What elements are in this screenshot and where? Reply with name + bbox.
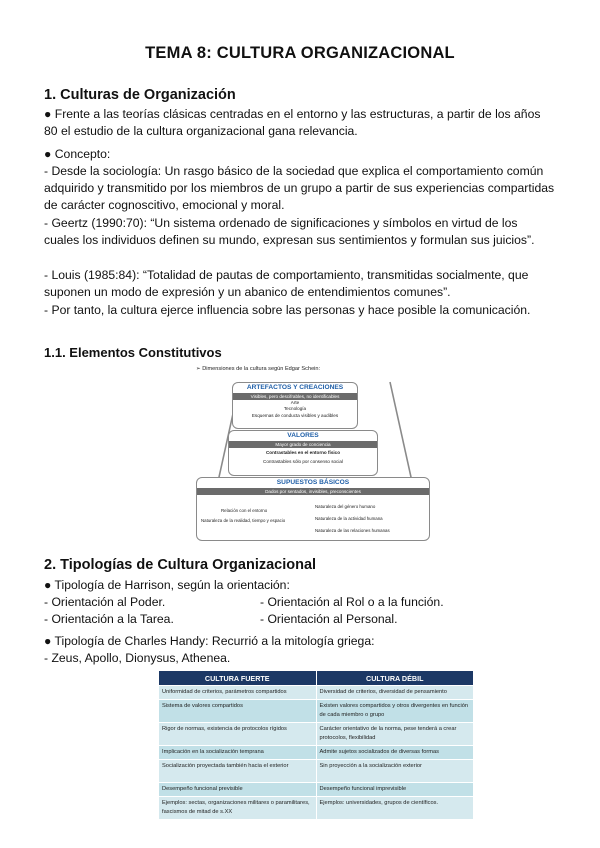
handy-label: ● Tipología de Charles Handy: Recurrió a la mitología griega: (44, 634, 375, 648)
table-row (159, 723, 474, 746)
tier-artefactos-title: ARTEFACTOS Y CREACIONES (246, 384, 344, 391)
section-heading-culturas: 1. Culturas de Organización (44, 87, 236, 103)
table-row (159, 686, 474, 700)
tier-valores-title: VALORES (287, 432, 319, 439)
tier-artefactos-band: Visibles, pero descifrables, no identificables (233, 393, 357, 400)
table-header-fuerte: CULTURA FUERTE (159, 671, 317, 686)
table-cell: Carácter orientativo de la norma, pese tenderá a crear protocolos, flexibilidad (316, 723, 474, 746)
table-header-debil: CULTURA DÉBIL (316, 671, 474, 686)
table-cell: Sistema de valores compartidos (159, 700, 317, 723)
paragraph-geertz: - Geertz (1990:70): “Un sistema ordenado de significaciones y símbolos en virtud de los cuales los individuos definen su mundo, expresan sus sentimientos y formulan sus juicios”. (44, 216, 535, 248)
tier-supuestos-title: SUPUESTOS BÁSICOS (276, 479, 350, 486)
table-cell: Desempeño funcional imprevisible (316, 783, 474, 797)
harrison-item: - Orientación a la Tarea. (44, 612, 174, 626)
section-heading-elementos: 1.1. Elementos Constitutivos (44, 345, 222, 360)
handy-items: - Zeus, Apollo, Dionysus, Athenea. (44, 651, 231, 665)
table-cell: Rigor de normas, existencia de protocolos rígidos (159, 723, 317, 746)
harrison-row-2 (44, 611, 556, 628)
tier-artefactos-line: Esquemas de conducta visibles y audibles (251, 412, 339, 418)
table-cell: Socialización proyectada también hacia el exterior (159, 760, 317, 783)
table-cell: Ejemplos: sectas, organizaciones militares o paramilitares, fascismos de mitad de s.XX (159, 797, 317, 820)
tier-supuestos-right-item: Naturaleza del género humano (315, 504, 376, 509)
tier-supuestos-right-item: Naturaleza de la actividad humana (315, 516, 383, 521)
tier-valores-line: Contrastables sólo por consenso social (263, 459, 343, 465)
paragraph-intro: ● Frente a las teorías clásicas centradas en el entorno y las estructuras, a partir de los años 80 el estudio de la cultura organizacional gana relevancia. (44, 107, 541, 139)
tier-supuestos (196, 477, 430, 541)
table-row (159, 700, 474, 723)
table-row (159, 746, 474, 760)
tier-artefactos (232, 382, 358, 429)
schein-diagram (190, 366, 440, 541)
tier-valores-line: Contrastables en el entorno físico (265, 450, 341, 455)
harrison-item: - Orientación al Personal. (260, 612, 398, 626)
table-cell: Ejemplos: universidades, grupos de científicos. (316, 797, 474, 820)
table-row (159, 783, 474, 797)
tier-supuestos-left-item: Relación con el entorno (221, 508, 268, 513)
cultura-table (158, 670, 474, 820)
paragraph-sociologia: - Desde la sociología: Un rasgo básico de la sociedad que explica el comportamiento común adquirido y transmitido por los miembros de un grupo a partir de sus experiencias compartidas de carácter cognoscitivo, emocional y moral. (44, 164, 555, 213)
table-cell: Diversidad de criterios, diversidad de pensamiento (316, 686, 474, 700)
table-cell: Uniformidad de criterios, parámetros compartidos (159, 686, 317, 700)
page-title: TEMA 8: CULTURA ORGANIZACIONAL (145, 44, 455, 62)
table-cell: Desempeño funcional previsible (159, 783, 317, 797)
table-cell: Existen valores compartidos y otros divergentes en función de cada miembro o grupo (316, 700, 474, 723)
tier-supuestos-band: Dados por sentados, invisibles, preconscientes (197, 488, 429, 495)
harrison-label: ● Tipología de Harrison, según la orientación: (44, 578, 290, 592)
harrison-row-1 (44, 594, 556, 611)
table-row (159, 760, 474, 783)
tier-supuestos-left-item: Naturaleza de la realidad, tiempo y espacio (201, 518, 286, 523)
paragraph-louis: - Louis (1985:84): “Totalidad de pautas de comportamiento, transmitidas socialmente, que suponen un modo de expresión y un abanico de entendimientos comunes”. (44, 268, 529, 300)
tier-valores-band: Mayor grado de conciencia (229, 441, 377, 448)
diagram-caption: ➢ Dimensiones de la cultura según Edgar Schein: (196, 366, 321, 372)
table-cell: Sin proyección a la socialización exterior (316, 760, 474, 783)
harrison-item: - Orientación al Rol o a la función. (260, 595, 444, 609)
table-header-row (159, 671, 474, 686)
paragraph-por-tanto: - Por tanto, la cultura ejerce influencia sobre las personas y hace posible la comunicación. (44, 303, 531, 317)
tier-artefactos-line: Tecnología (283, 406, 307, 412)
tier-artefactos-line: Arte (290, 400, 300, 405)
tier-supuestos-right-item: Naturaleza de las relaciones humanas (315, 528, 390, 533)
table-cell: Implicación en la socialización temprana (159, 746, 317, 760)
table-row (159, 797, 474, 820)
tier-valores (228, 430, 378, 476)
section-heading-tipologias: 2. Tipologías de Cultura Organizacional (44, 557, 317, 573)
harrison-item: - Orientación al Poder. (44, 595, 166, 609)
table-cell: Admite sujetos socializados de diversas formas (316, 746, 474, 760)
concepto-label: ● Concepto: (44, 147, 111, 161)
